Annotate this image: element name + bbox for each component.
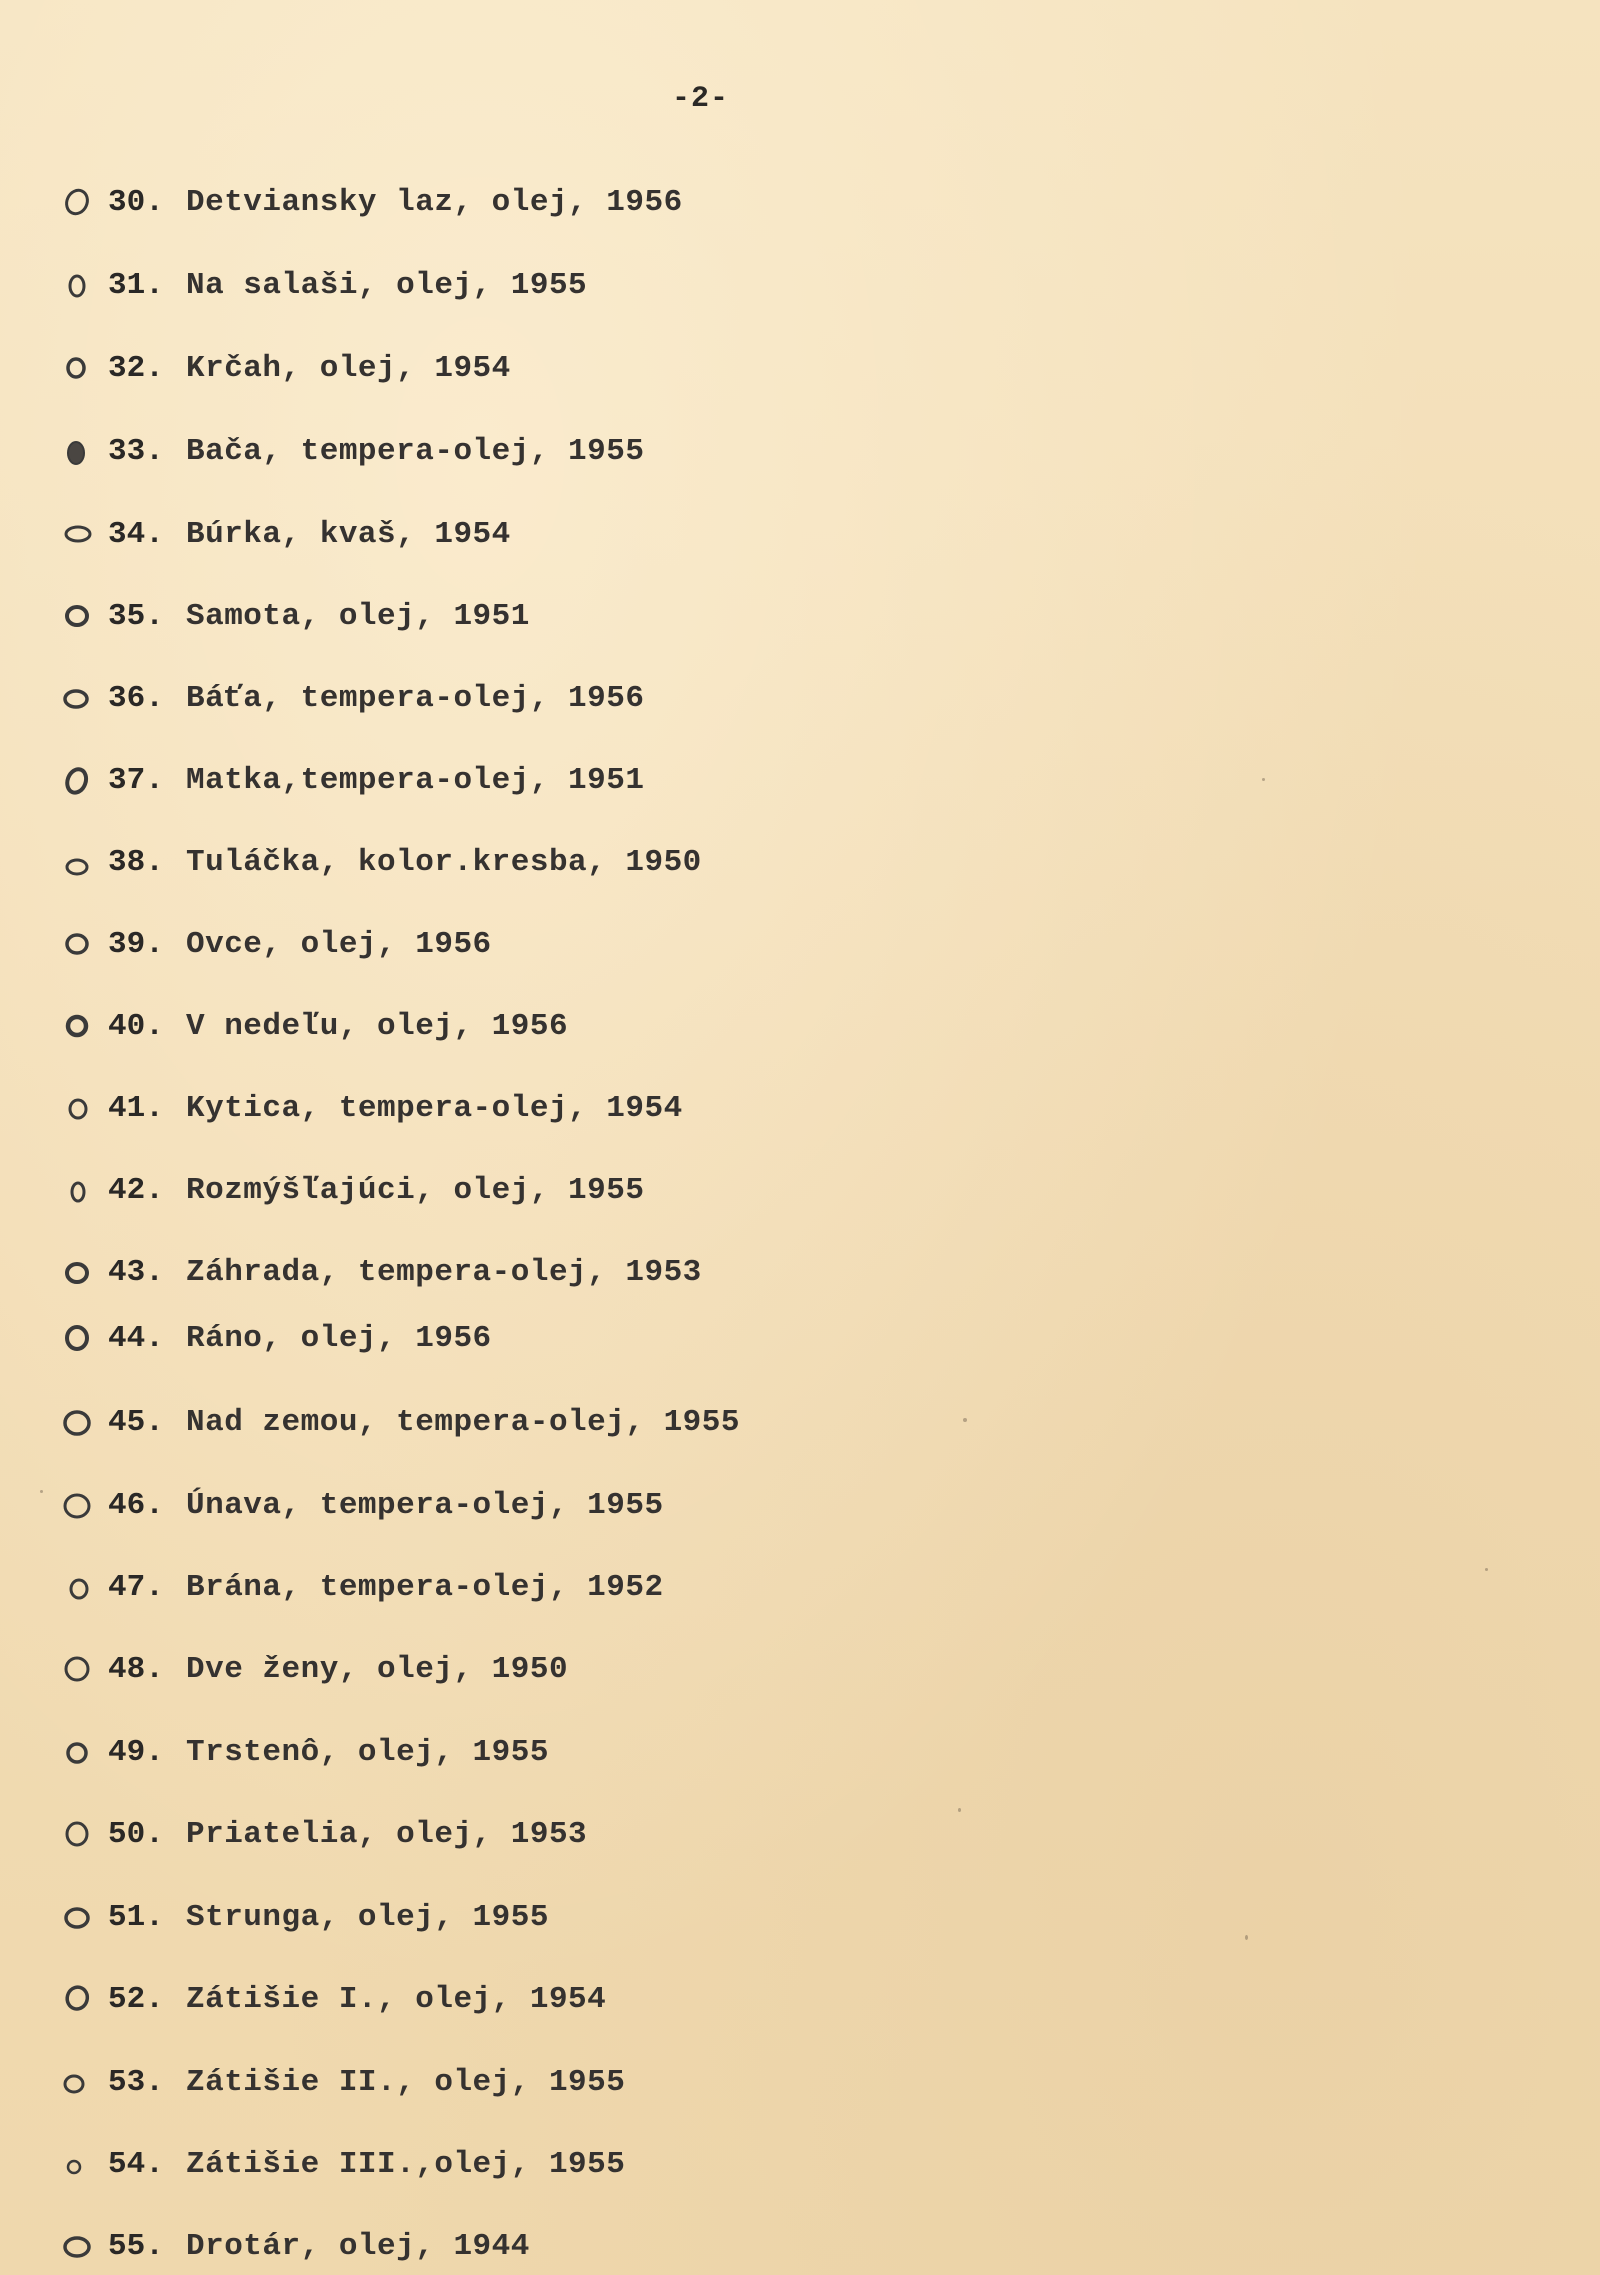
- list-item: [62, 1565, 664, 1609]
- entry-number: 38.: [108, 844, 164, 880]
- entry-text: Rozmýšľajúci, olej, 1955: [186, 1172, 645, 1208]
- list-item: [62, 1004, 568, 1048]
- circle-mark-icon: [62, 2067, 92, 2097]
- entry-number: 31.: [108, 267, 164, 303]
- list-item: [62, 263, 587, 307]
- entry-number: 46.: [108, 1487, 164, 1523]
- entry-number: 35.: [108, 598, 164, 634]
- entry-number: 39.: [108, 926, 164, 962]
- entry-text: Ovce, olej, 1956: [186, 926, 492, 962]
- entry-text: Strunga, olej, 1955: [186, 1899, 549, 1935]
- circle-mark-icon: [62, 1323, 92, 1353]
- circle-mark-icon: [62, 1093, 92, 1123]
- list-item: [62, 676, 644, 720]
- entry-text: Zátišie I., olej, 1954: [186, 1981, 607, 2017]
- entry-number: 32.: [108, 350, 164, 386]
- page-number: -2-: [672, 82, 730, 116]
- entry-text: Záhrada, tempera-olej, 1953: [186, 1254, 702, 1290]
- list-item: [62, 512, 511, 556]
- entry-number: 33.: [108, 433, 164, 469]
- paper-speck: [1485, 1568, 1488, 1571]
- entry-text: Nad zemou, tempera-olej, 1955: [186, 1404, 740, 1440]
- entry-text: Trstenô, olej, 1955: [186, 1734, 549, 1770]
- list-item: [62, 429, 644, 473]
- circle-mark-icon: [62, 1654, 92, 1684]
- entry-number: 48.: [108, 1651, 164, 1687]
- list-item: [62, 2142, 625, 2186]
- circle-mark-icon: [62, 2231, 92, 2261]
- circle-mark-icon: [62, 1407, 92, 1437]
- list-item: [62, 2060, 625, 2104]
- list-item: [62, 1895, 549, 1939]
- entry-number: 55.: [108, 2228, 164, 2264]
- circle-mark-icon: [62, 353, 92, 383]
- circle-mark-icon: [62, 1572, 92, 1602]
- paper-speck: [963, 1418, 967, 1422]
- list-item: [62, 1647, 568, 1691]
- entry-number: 53.: [108, 2064, 164, 2100]
- circle-mark-icon: [62, 519, 92, 549]
- list-item: [62, 346, 511, 390]
- circle-mark-icon: [62, 1175, 92, 1205]
- circle-mark-icon: [62, 1902, 92, 1932]
- list-item: [62, 758, 644, 802]
- entry-text: Tuláčka, kolor.kresba, 1950: [186, 844, 702, 880]
- list-item: [62, 1977, 606, 2021]
- entry-text: Zátišie III.,olej, 1955: [186, 2146, 626, 2182]
- entry-text: Bača, tempera-olej, 1955: [186, 433, 645, 469]
- circle-mark-icon: [62, 1984, 92, 2014]
- entry-number: 45.: [108, 1404, 164, 1440]
- entry-number: 34.: [108, 516, 164, 552]
- entry-number: 54.: [108, 2146, 164, 2182]
- list-item: [62, 1400, 740, 1444]
- entry-number: 36.: [108, 680, 164, 716]
- list-item: [62, 840, 702, 884]
- paper-speck: [958, 1808, 961, 1812]
- circle-mark-icon: [62, 929, 92, 959]
- entry-text: Krčah, olej, 1954: [186, 350, 511, 386]
- circle-mark-icon: [62, 1490, 92, 1520]
- list-item: [62, 1168, 644, 1212]
- entry-text: Zátišie II., olej, 1955: [186, 2064, 626, 2100]
- paper-speck: [1262, 778, 1265, 781]
- entry-text: Ráno, olej, 1956: [186, 1320, 492, 1356]
- list-item: [62, 922, 492, 966]
- entry-text: Dve ženy, olej, 1950: [186, 1651, 569, 1687]
- circle-mark-icon: [62, 847, 92, 877]
- list-item: [62, 1086, 683, 1130]
- circle-mark-icon: [62, 1257, 92, 1287]
- paper-speck: [1245, 1935, 1248, 1940]
- entry-text: Búrka, kvaš, 1954: [186, 516, 511, 552]
- entry-number: 44.: [108, 1320, 164, 1356]
- entry-text: Drotár, olej, 1944: [186, 2228, 530, 2264]
- entry-text: Brána, tempera-olej, 1952: [186, 1569, 664, 1605]
- list-item: [62, 594, 530, 638]
- circle-mark-icon: [62, 1011, 92, 1041]
- list-item: [62, 2224, 530, 2268]
- entry-number: 50.: [108, 1816, 164, 1852]
- circle-mark-icon: [62, 1737, 92, 1767]
- circle-mark-icon: [62, 2149, 92, 2179]
- list-item: [62, 1812, 587, 1856]
- list-item: [62, 1250, 702, 1294]
- entry-number: 30.: [108, 184, 164, 220]
- entry-number: 47.: [108, 1569, 164, 1605]
- list-item: [62, 180, 683, 224]
- circle-mark-icon: [62, 765, 92, 795]
- entry-number: 41.: [108, 1090, 164, 1126]
- circle-mark-icon: [62, 683, 92, 713]
- entry-text: Detviansky laz, olej, 1956: [186, 184, 683, 220]
- entry-text: Samota, olej, 1951: [186, 598, 530, 634]
- entry-text: Matka,tempera-olej, 1951: [186, 762, 645, 798]
- circle-mark-icon: [62, 601, 92, 631]
- circle-mark-icon: [62, 187, 92, 217]
- entry-number: 51.: [108, 1899, 164, 1935]
- entry-text: Kytica, tempera-olej, 1954: [186, 1090, 683, 1126]
- entry-number: 40.: [108, 1008, 164, 1044]
- circle-mark-icon: [62, 1819, 92, 1849]
- list-item: [62, 1483, 664, 1527]
- paper-speck: [40, 1490, 43, 1493]
- circle-mark-icon: [62, 270, 92, 300]
- list-item: [62, 1316, 492, 1360]
- entry-number: 37.: [108, 762, 164, 798]
- entry-number: 42.: [108, 1172, 164, 1208]
- list-item: [62, 1730, 549, 1774]
- entry-text: Únava, tempera-olej, 1955: [186, 1487, 664, 1523]
- entry-text: Priatelia, olej, 1953: [186, 1816, 588, 1852]
- entry-text: V nedeľu, olej, 1956: [186, 1008, 569, 1044]
- entry-number: 52.: [108, 1981, 164, 2017]
- entry-text: Na salaši, olej, 1955: [186, 267, 588, 303]
- entry-text: Báťa, tempera-olej, 1956: [186, 680, 645, 716]
- entry-number: 43.: [108, 1254, 164, 1290]
- entry-number: 49.: [108, 1734, 164, 1770]
- circle-mark-icon: [62, 436, 92, 466]
